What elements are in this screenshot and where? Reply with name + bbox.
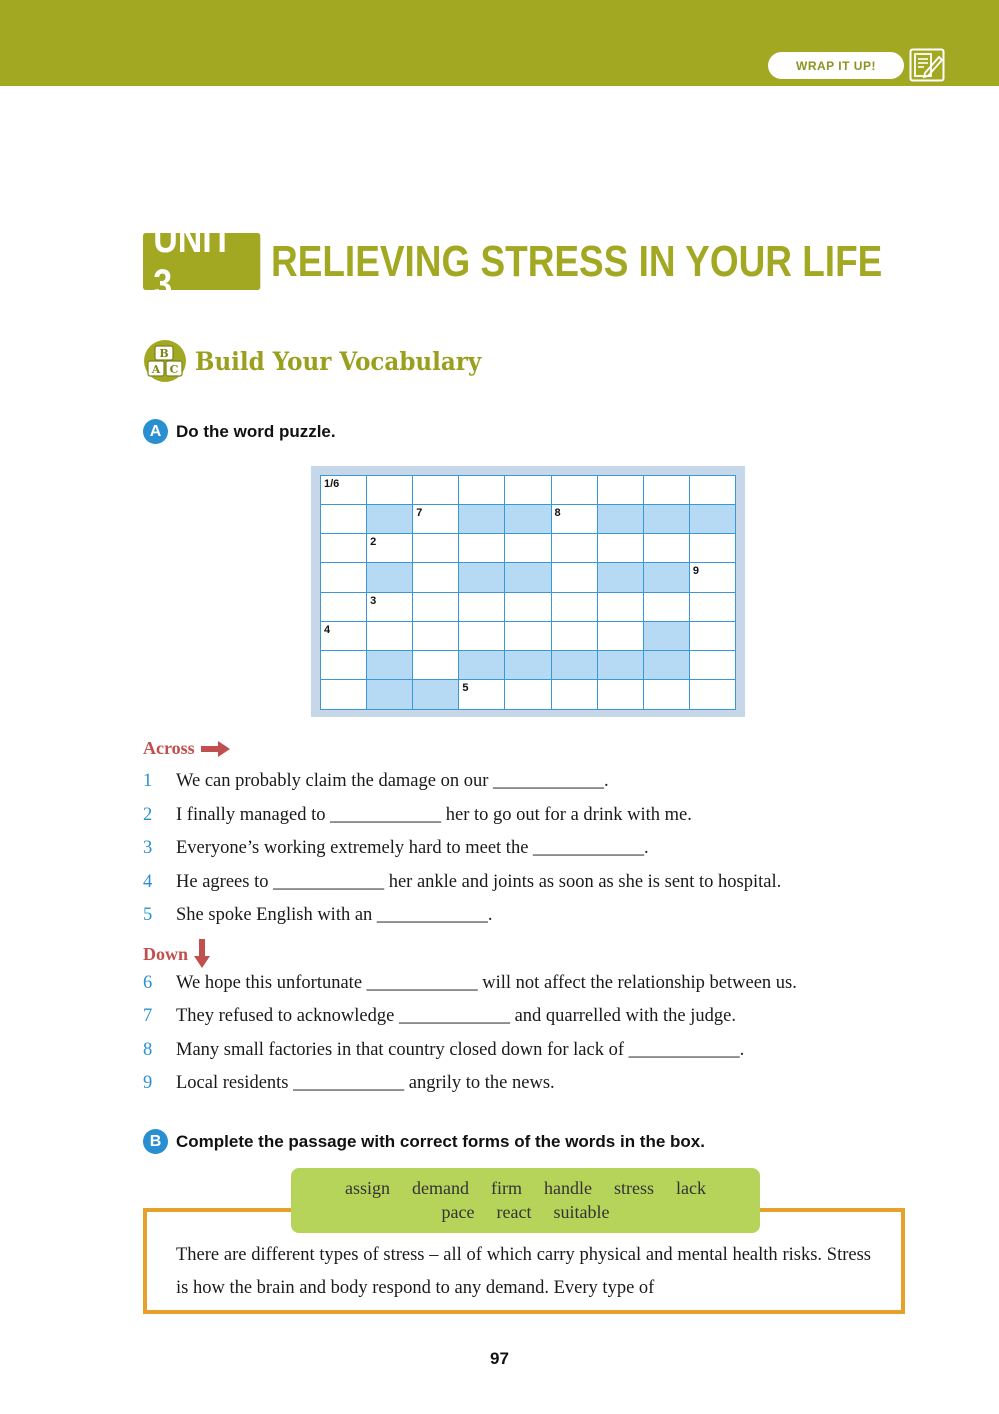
crossword-cell[interactable] — [689, 621, 737, 652]
down-heading — [143, 939, 212, 969]
word-option: suitable — [553, 1202, 610, 1222]
crossword-cell[interactable] — [366, 650, 414, 681]
crossword-cell[interactable] — [689, 562, 737, 593]
clue-text: They refused to acknowledge ____________ and quarrelled with the judge. — [176, 1006, 736, 1026]
clue-number: 9 — [143, 1073, 153, 1093]
crossword-cell[interactable] — [597, 533, 645, 564]
crossword-grid — [320, 475, 735, 708]
word-option: stress — [613, 1178, 654, 1198]
crossword-cell[interactable] — [320, 650, 368, 681]
crossword-cell[interactable] — [551, 475, 599, 506]
crossword-cell[interactable] — [412, 621, 460, 652]
crossword-cell[interactable] — [643, 621, 691, 652]
crossword-cell[interactable] — [320, 562, 368, 593]
word-option: pace — [441, 1202, 475, 1222]
crossword-frame — [311, 466, 745, 717]
crossword-cell[interactable] — [504, 621, 552, 652]
arrow-down-icon — [192, 939, 212, 969]
crossword-cell[interactable] — [366, 475, 414, 506]
across-label: Across — [143, 738, 195, 758]
crossword-cell[interactable] — [643, 475, 691, 506]
clue-number: 2 — [143, 805, 153, 825]
crossword-cell[interactable] — [320, 504, 368, 535]
clue-number: 8 — [143, 1040, 153, 1060]
crossword-cell[interactable] — [597, 475, 645, 506]
arrow-right-icon — [201, 739, 231, 759]
crossword-cell[interactable] — [551, 679, 599, 710]
crossword-cell[interactable] — [320, 533, 368, 564]
word-option: react — [496, 1202, 532, 1222]
crossword-cell[interactable] — [366, 533, 414, 564]
clue-text: Many small factories in that country closed down for lack of ____________. — [176, 1040, 745, 1060]
crossword-cell[interactable] — [458, 650, 506, 681]
crossword-cell[interactable] — [458, 562, 506, 593]
crossword-cell[interactable] — [597, 504, 645, 535]
crossword-cell[interactable] — [643, 504, 691, 535]
crossword-cell[interactable] — [689, 504, 737, 535]
crossword-cell[interactable] — [551, 650, 599, 681]
unit-title — [143, 216, 999, 306]
svg-text:B: B — [159, 347, 169, 360]
crossword-cell[interactable] — [366, 562, 414, 593]
word-option: handle — [544, 1178, 592, 1198]
crossword-cell[interactable] — [458, 533, 506, 564]
crossword-cell[interactable] — [551, 562, 599, 593]
crossword-cell[interactable] — [689, 650, 737, 681]
wrap-it-up-badge: WRAP IT UP! — [768, 52, 904, 79]
task-a — [143, 419, 336, 444]
across-heading — [143, 738, 231, 759]
task-a-letter: A — [143, 419, 168, 444]
clue-number: 7 — [143, 1006, 153, 1026]
word-box — [291, 1168, 760, 1233]
crossword-cell[interactable] — [504, 562, 552, 593]
crossword-cell[interactable] — [643, 562, 691, 593]
crossword-cell[interactable] — [458, 592, 506, 623]
clue-text: We can probably claim the damage on our ____________. — [176, 771, 609, 791]
crossword-cell[interactable] — [689, 592, 737, 623]
crossword-cell[interactable] — [320, 679, 368, 710]
clue-text: She spoke English with an ____________. — [176, 905, 493, 925]
crossword-cell[interactable] — [551, 592, 599, 623]
crossword-cell[interactable] — [504, 679, 552, 710]
svg-text:A: A — [151, 363, 161, 376]
word-option: firm — [491, 1178, 522, 1198]
crossword-cell[interactable] — [689, 533, 737, 564]
clue-number: 5 — [143, 905, 153, 925]
clue-text: We hope this unfortunate ____________ will not affect the relationship between us. — [176, 973, 797, 993]
cell-number: 8 — [554, 507, 561, 520]
crossword-cell[interactable] — [320, 475, 368, 506]
crossword-cell[interactable] — [597, 621, 645, 652]
clue-text: He agrees to ____________ her ankle and joints as soon as she is sent to hospital. — [176, 872, 782, 892]
cell-number: 3 — [370, 594, 377, 607]
svg-text:C: C — [169, 363, 179, 376]
clue-number: 3 — [143, 838, 153, 858]
crossword-cell[interactable] — [689, 679, 737, 710]
cell-number: 1/6 — [324, 478, 340, 490]
unit-badge: UNIT 3 — [143, 233, 261, 290]
crossword-cell[interactable] — [366, 679, 414, 710]
crossword-cell[interactable] — [458, 475, 506, 506]
crossword-cell[interactable] — [412, 679, 460, 710]
crossword-cell[interactable] — [597, 679, 645, 710]
word-option: demand — [412, 1178, 469, 1198]
cell-number: 4 — [324, 623, 331, 636]
crossword-cell[interactable] — [412, 562, 460, 593]
crossword-cell[interactable] — [412, 533, 460, 564]
crossword-cell[interactable] — [458, 679, 506, 710]
crossword-cell[interactable] — [412, 650, 460, 681]
notebook-pencil-icon — [909, 48, 945, 82]
crossword-cell[interactable] — [597, 592, 645, 623]
clue-text: Everyone’s working extremely hard to meet the ____________. — [176, 838, 649, 858]
clue-number: 1 — [143, 771, 153, 791]
crossword-cell[interactable] — [643, 592, 691, 623]
crossword-cell[interactable] — [551, 621, 599, 652]
crossword-cell[interactable] — [412, 592, 460, 623]
cell-number: 5 — [462, 681, 469, 694]
crossword-cell[interactable] — [504, 475, 552, 506]
task-a-instruction: Do the word puzzle. — [176, 421, 336, 441]
crossword-cell[interactable] — [320, 621, 368, 652]
crossword-cell[interactable] — [366, 504, 414, 535]
page-number: 97 — [490, 1349, 509, 1368]
clue-text: I finally managed to ____________ her to go out for a drink with me. — [176, 805, 692, 825]
section-heading — [143, 339, 506, 383]
cell-number: 9 — [692, 565, 699, 578]
crossword-cell[interactable] — [504, 650, 552, 681]
crossword-cell[interactable] — [643, 650, 691, 681]
clue-number: 4 — [143, 872, 153, 892]
cell-number: 7 — [416, 507, 423, 520]
down-label: Down — [143, 943, 189, 964]
passage-text: There are different types of stress – all of which carry physical and mental health risks. Stress is how the brain and body respond to any demand. Every type of — [176, 1245, 871, 1298]
crossword-cell[interactable] — [412, 475, 460, 506]
crossword-cell[interactable] — [320, 592, 368, 623]
crossword-cell[interactable] — [412, 504, 460, 535]
crossword-cell[interactable] — [643, 533, 691, 564]
clue-text: Local residents ____________ angrily to the news. — [176, 1073, 555, 1093]
word-option: lack — [675, 1178, 706, 1198]
crossword-cell[interactable] — [458, 621, 506, 652]
crossword-cell[interactable] — [643, 679, 691, 710]
crossword-cell[interactable] — [504, 533, 552, 564]
crossword-cell[interactable] — [689, 475, 737, 506]
task-b — [143, 1129, 705, 1154]
crossword-cell[interactable] — [504, 504, 552, 535]
crossword-cell[interactable] — [458, 504, 506, 535]
unit-name: RELIEVING STRESS IN YOUR LIFE — [271, 236, 883, 286]
crossword-cell[interactable] — [597, 562, 645, 593]
crossword-cell[interactable] — [504, 592, 552, 623]
crossword-cell[interactable] — [366, 621, 414, 652]
task-b-letter: B — [143, 1129, 168, 1154]
cell-number: 2 — [370, 536, 377, 549]
section-title: Build Your Vocabulary — [195, 346, 482, 376]
crossword-cell[interactable] — [551, 533, 599, 564]
task-b-instruction: Complete the passage with correct forms of the words in the box. — [176, 1131, 705, 1151]
abc-blocks-icon — [143, 339, 187, 383]
crossword-cell[interactable] — [551, 504, 599, 535]
clue-number: 6 — [143, 973, 153, 993]
word-option: assign — [345, 1178, 391, 1198]
crossword-cell[interactable] — [366, 592, 414, 623]
crossword-cell[interactable] — [597, 650, 645, 681]
